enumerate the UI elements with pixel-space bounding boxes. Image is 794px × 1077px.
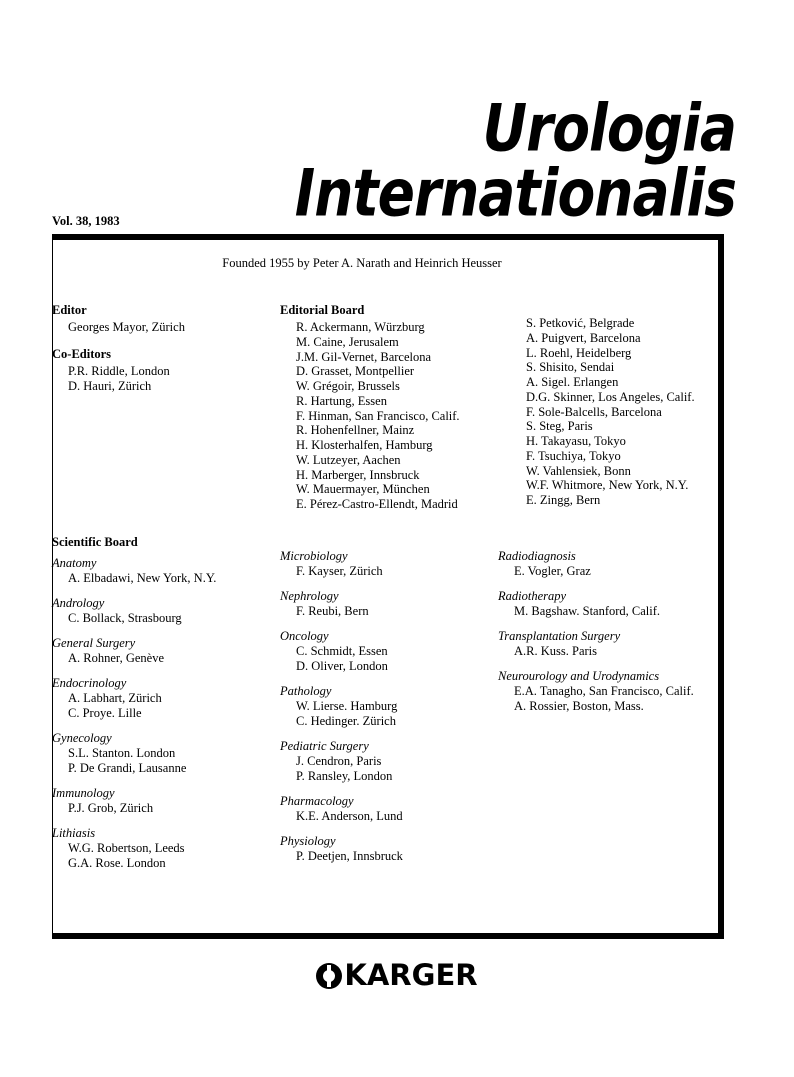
board-member: R. Hohenfellner, Mainz bbox=[296, 423, 415, 438]
scientific-board-member: G.A. Rose. London bbox=[68, 856, 166, 870]
discipline-label: Nephrology bbox=[280, 589, 339, 603]
scientific-board-member: C. Schmidt, Essen bbox=[296, 644, 388, 658]
scientific-board-member: S.L. Stanton. London bbox=[68, 746, 176, 760]
board-member: S. Steg, Paris bbox=[526, 419, 593, 434]
board-member: S. Shisito, Sendai bbox=[526, 360, 615, 375]
scientific-board-member: K.E. Anderson, Lund bbox=[296, 809, 403, 823]
discipline-label: Neurourology and Urodynamics bbox=[498, 669, 660, 683]
board-member: M. Caine, Jerusalem bbox=[296, 334, 399, 349]
journal-title-line2: Internationalis bbox=[294, 155, 736, 232]
board-member: R. Ackermann, Würzburg bbox=[296, 320, 425, 334]
board-member: E. Pérez-Castro-Ellendt, Madrid bbox=[296, 497, 458, 511]
scientific-board-member: P. Deetjen, Innsbruck bbox=[296, 849, 403, 863]
scientific-board-member: A. Elbadawi, New York, N.Y. bbox=[68, 571, 217, 585]
board-member: W. Mauermayer, München bbox=[296, 482, 430, 497]
editorial-board-column-1 bbox=[280, 303, 510, 512]
scientific-board-column-1 bbox=[52, 556, 272, 871]
scientific-board-member: C. Proye. Lille bbox=[68, 706, 142, 720]
discipline-label: Immunology bbox=[52, 786, 115, 800]
frame-bottom-rule bbox=[52, 933, 724, 939]
board-member: S. Petković, Belgrade bbox=[526, 316, 635, 330]
publisher-name: KARGER bbox=[344, 958, 478, 992]
discipline-label: Physiology bbox=[280, 834, 336, 848]
board-member: J.M. Gil-Vernet, Barcelona bbox=[296, 349, 432, 364]
scientific-board-member: F. Reubi, Bern bbox=[296, 604, 369, 618]
discipline-label: Pharmacology bbox=[280, 794, 354, 808]
co-editor-name: P.R. Riddle, London bbox=[68, 363, 170, 378]
board-member: E. Zingg, Bern bbox=[526, 493, 601, 507]
co-editor-name: D. Hauri, Zürich bbox=[68, 378, 152, 393]
scientific-board-member: J. Cendron, Paris bbox=[296, 754, 382, 768]
editorial-board-column-2 bbox=[510, 316, 725, 508]
board-member: W. Vahlensiek, Bonn bbox=[526, 463, 631, 478]
board-member: F. Hinman, San Francisco, Calif. bbox=[296, 408, 460, 423]
scientific-board-member: E.A. Tanagho, San Francisco, Calif. bbox=[514, 684, 694, 698]
journal-title bbox=[116, 90, 736, 232]
discipline-label: Radiodiagnosis bbox=[498, 549, 576, 563]
co-editors-heading: Co-Editors bbox=[52, 346, 112, 361]
scientific-board-member: A. Rohner, Genève bbox=[68, 651, 164, 665]
discipline-label: Pathology bbox=[280, 684, 332, 698]
scientific-board-column-2 bbox=[280, 549, 485, 864]
volume-year: Vol. 38, 1983 bbox=[52, 214, 120, 228]
scientific-board-member: A.R. Kuss. Paris bbox=[514, 644, 597, 658]
scientific-board-member: W.G. Robertson, Leeds bbox=[68, 841, 185, 855]
scientific-board-member: A. Labhart, Zürich bbox=[68, 691, 162, 705]
founded-statement: Founded 1955 by Peter A. Narath and Heinrich Heusser bbox=[222, 256, 502, 270]
board-member: A. Sigel. Erlangen bbox=[526, 375, 619, 389]
scientific-board-member: P. De Grandi, Lausanne bbox=[68, 761, 187, 775]
discipline-label: Radiotherapy bbox=[498, 589, 567, 603]
scientific-board-member: P. Ransley, London bbox=[296, 769, 393, 783]
scientific-board-member: C. Hedinger. Zürich bbox=[296, 714, 396, 728]
board-member: D. Grasset, Montpellier bbox=[296, 364, 415, 379]
board-member: W. Grégoir, Brussels bbox=[296, 379, 400, 393]
board-member: H. Takayasu, Tokyo bbox=[526, 434, 626, 448]
scientific-board-member: P.J. Grob, Zürich bbox=[68, 801, 154, 815]
discipline-label: Anatomy bbox=[52, 556, 97, 570]
discipline-label: Oncology bbox=[280, 629, 329, 643]
board-member: L. Roehl, Heidelberg bbox=[526, 345, 632, 360]
board-member: A. Puigvert, Barcelona bbox=[526, 330, 641, 345]
karger-globe-icon bbox=[316, 963, 342, 989]
discipline-label: Endocrinology bbox=[52, 676, 127, 690]
discipline-label: Microbiology bbox=[280, 549, 348, 563]
frame-top-rule bbox=[52, 234, 724, 240]
board-member: R. Hartung, Essen bbox=[296, 393, 387, 408]
board-member: D.G. Skinner, Los Angeles, Calif. bbox=[526, 389, 695, 404]
discipline-label: Lithiasis bbox=[52, 826, 96, 840]
discipline-label: Gynecology bbox=[52, 731, 112, 745]
masthead bbox=[0, 0, 794, 240]
board-member: F. Tsuchiya, Tokyo bbox=[526, 448, 621, 463]
scientific-board-member: C. Bollack, Strasbourg bbox=[68, 611, 182, 625]
discipline-label: Pediatric Surgery bbox=[280, 739, 369, 753]
discipline-label: Transplantation Surgery bbox=[498, 629, 621, 643]
editor-name: Georges Mayor, Zürich bbox=[68, 320, 185, 334]
board-member: W. Lutzeyer, Aachen bbox=[296, 452, 401, 467]
board-member: F. Sole-Balcells, Barcelona bbox=[526, 404, 662, 419]
board-member: H. Klosterhalfen, Hamburg bbox=[296, 438, 433, 452]
scientific-board-member: D. Oliver, London bbox=[296, 659, 388, 673]
scientific-board-member: A. Rossier, Boston, Mass. bbox=[514, 699, 644, 713]
scientific-board-member: E. Vogler, Graz bbox=[514, 564, 591, 578]
discipline-label: Andrology bbox=[52, 596, 105, 610]
board-member: W.F. Whitmore, New York, N.Y. bbox=[526, 478, 689, 493]
publisher-logo bbox=[0, 958, 794, 993]
editorial-board-heading: Editorial Board bbox=[280, 303, 365, 317]
journal-title-line1: Urologia bbox=[482, 90, 736, 167]
editor-column bbox=[52, 303, 262, 393]
scientific-board-member: W. Lierse. Hamburg bbox=[296, 699, 398, 713]
editor-heading: Editor bbox=[52, 303, 87, 317]
scientific-board-member: F. Kayser, Zürich bbox=[296, 564, 383, 578]
scientific-board-column-3 bbox=[498, 549, 723, 714]
board-member: H. Marberger, Innsbruck bbox=[296, 467, 420, 482]
scientific-board-heading: Scientific Board bbox=[52, 535, 138, 549]
scientific-board-member: M. Bagshaw. Stanford, Calif. bbox=[514, 604, 661, 618]
spacer bbox=[52, 335, 262, 347]
discipline-label: General Surgery bbox=[52, 636, 136, 650]
